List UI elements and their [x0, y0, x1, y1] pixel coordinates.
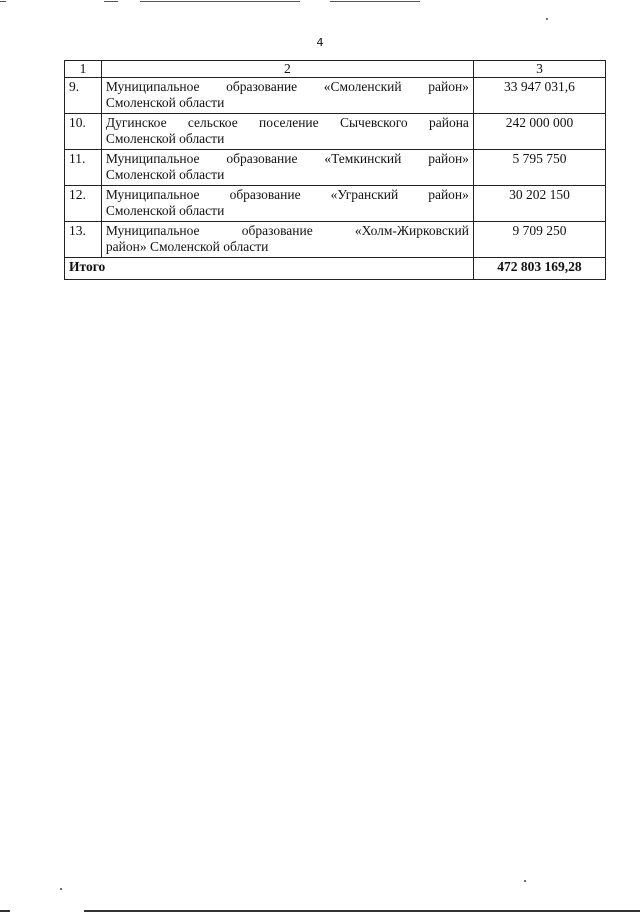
- total-label: Итого: [65, 258, 474, 280]
- scan-edge-bottom: [0, 906, 640, 914]
- table-row: [65, 222, 606, 258]
- header-cell: 1: [65, 61, 102, 78]
- name-line: Смоленской области: [105, 131, 225, 146]
- amount-cell: 242 000 000: [473, 114, 605, 150]
- row-number: 13.: [65, 222, 102, 258]
- header-cell: 2: [101, 61, 473, 78]
- municipality-name: [101, 78, 473, 114]
- name-line: Муниципальное образование «Холм-Жирковский: [105, 223, 469, 238]
- table-row: [65, 186, 606, 222]
- amount-cell: 33 947 031,6: [473, 78, 605, 114]
- total-row: [65, 258, 606, 280]
- name-line: Смоленской области: [105, 167, 225, 182]
- scan-speck: [524, 880, 526, 882]
- table-row: [65, 114, 606, 150]
- amount-cell: 9 709 250: [473, 222, 605, 258]
- name-line: Муниципальное образование «Темкинский район»: [105, 151, 469, 166]
- scan-edge-top: [0, 0, 640, 6]
- row-number: 11.: [65, 150, 102, 186]
- name-line: Муниципальное образование «Угранский район»: [105, 187, 469, 202]
- name-line: Муниципальное образование «Смоленский район»: [105, 79, 469, 94]
- amount-cell: 5 795 750: [473, 150, 605, 186]
- name-line: Смоленской области: [105, 203, 225, 218]
- municipality-name: [101, 114, 473, 150]
- scan-speck: [546, 18, 548, 20]
- scan-speck: [60, 888, 62, 890]
- row-number: 9.: [65, 78, 102, 114]
- header-cell: 3: [473, 61, 605, 78]
- table-row: [65, 150, 606, 186]
- municipality-name: [101, 222, 473, 258]
- table-header-row: [65, 61, 606, 78]
- municipality-name: [101, 186, 473, 222]
- name-line: Смоленской области: [105, 95, 225, 110]
- name-line: район» Смоленской области: [105, 239, 269, 254]
- allocation-table: [64, 60, 606, 280]
- name-line: Дугинское сельское поселение Сычевского района: [105, 115, 469, 130]
- row-number: 10.: [65, 114, 102, 150]
- municipality-name: [101, 150, 473, 186]
- amount-cell: 30 202 150: [473, 186, 605, 222]
- row-number: 12.: [65, 186, 102, 222]
- table-row: [65, 78, 606, 114]
- total-amount: 472 803 169,28: [473, 258, 605, 280]
- page-number: 4: [316, 36, 324, 49]
